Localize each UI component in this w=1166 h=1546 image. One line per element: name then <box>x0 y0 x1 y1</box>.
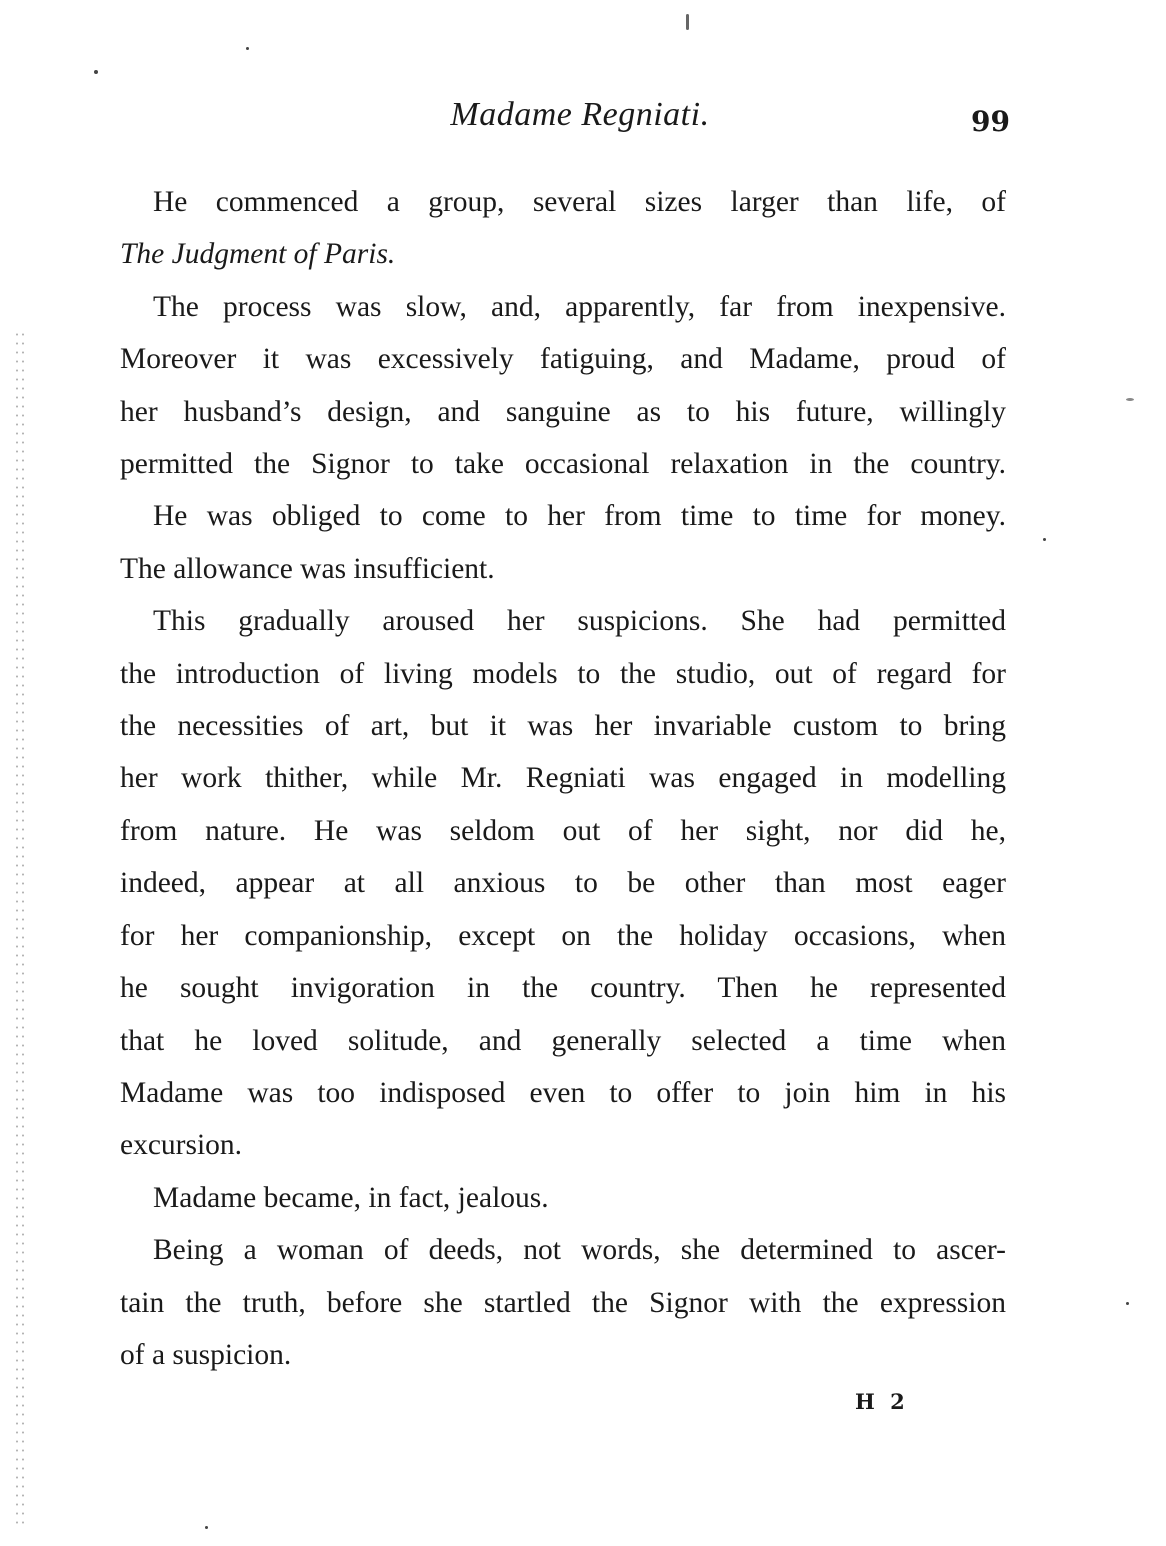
text-line: Madame was too indisposed even to offer to join him in his <box>120 1076 1006 1109</box>
scan-speck <box>1126 1302 1129 1305</box>
scan-speck <box>94 70 98 74</box>
text-line: Being a woman of deeds, not words, she determined to ascer- <box>153 1234 1006 1267</box>
body-text <box>120 176 1006 1381</box>
text-line: from nature. He was seldom out of her sight, nor did he, <box>120 814 1006 847</box>
text-line: excursion. <box>120 1129 243 1162</box>
signature-mark: H 2 <box>855 1389 909 1414</box>
text-line: the necessities of art, but it was her invariable custom to bring <box>120 710 1006 743</box>
paragraph-4 <box>120 595 1006 1171</box>
text-line: tain the truth, before she startled the Signor with the expression <box>120 1286 1006 1319</box>
text-line: that he loved solitude, and generally selected a time when <box>120 1024 1006 1057</box>
text-line: her husband’s design, and sanguine as to his future, willingly <box>120 395 1006 428</box>
text-line: her work thither, while Mr. Regniati was engaged in modelling <box>120 762 1006 795</box>
scan-speck <box>1126 398 1134 401</box>
text-line: He was obliged to come to her from time to time for money. <box>153 500 1006 533</box>
text-line: permitted the Signor to take occasional relaxation in the country. <box>120 448 1006 481</box>
text-line: he sought invigoration in the country. Then he represented <box>120 972 1006 1005</box>
paragraph-3 <box>120 490 1006 595</box>
paragraph-2 <box>120 281 1006 491</box>
text-line: Madame became, in fact, jealous. <box>153 1181 549 1214</box>
italic-title-line: The Judgment of Paris. <box>120 238 396 271</box>
text-line: for her companionship, except on the holiday occasions, when <box>120 919 1006 952</box>
scan-speck <box>205 1526 208 1529</box>
scan-speck <box>1043 538 1046 541</box>
text-line: Moreover it was excessively fatiguing, and Madame, proud of <box>120 343 1006 376</box>
text-line: He commenced a group, several sizes larger than life, of <box>153 186 1006 218</box>
running-title: Madame Regniati. <box>450 96 710 133</box>
paragraph-5 <box>120 1172 1006 1224</box>
text-line: the introduction of living models to the studio, out of regard for <box>120 657 1006 690</box>
scan-speck <box>246 47 249 50</box>
paragraph-6 <box>120 1224 1006 1381</box>
text-line: of a suspicion. <box>120 1338 292 1371</box>
page-number: 99 <box>971 105 1010 138</box>
text-line: The process was slow, and, apparently, far from inexpensive. <box>153 290 1006 323</box>
text-line: The allowance was insufficient. <box>120 552 495 585</box>
paragraph-1 <box>120 176 1006 281</box>
text-line: This gradually aroused her suspicions. She had permitted <box>153 605 1006 638</box>
scan-speck <box>686 14 689 30</box>
scan-edge-dots <box>14 330 24 1530</box>
text-line: indeed, appear at all anxious to be other than most eager <box>120 867 1006 900</box>
